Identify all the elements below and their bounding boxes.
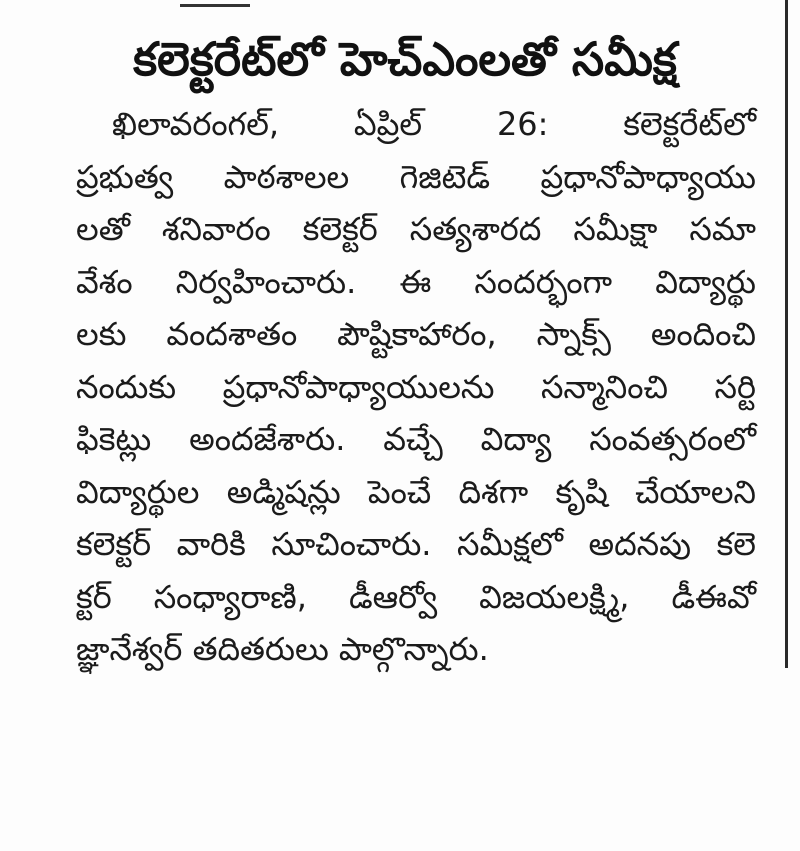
article-line: లతో శనివారం కలెక్టర్ సత్యశారద సమీక్షా సమా <box>76 210 756 248</box>
article-line: ఫికెట్లు అందజేశారు. వచ్చే విద్యా సంవత్సరంలో <box>76 420 756 458</box>
article-line: కలెక్టర్ వారికి సూచించారు. సమీక్షలో అదనపు కలె <box>76 525 756 563</box>
article-line: క్టర్ సంధ్యారాణి, డీఆర్వో విజయలక్ష్మి, డీఈవో <box>76 577 756 616</box>
article-headline: కలెక్టరేట్‌లో హెచ్‌ఎంలతో సమీక్ష <box>133 32 677 86</box>
column-divider <box>785 0 788 668</box>
article-line: ప్రభుత్వ పాఠశాలల గెజిటెడ్ ప్రధానోపాధ్యాయు <box>76 157 756 196</box>
article-line: లకు వందశాతం పౌష్టికాహారం, స్నాక్స్ అందించి <box>76 315 756 353</box>
article-line: వేశం నిర్వహించారు. ఈ సందర్భంగా విద్యార్థు <box>76 262 756 301</box>
clipped-text-fragment <box>70 0 130 10</box>
clipped-previous-text <box>70 0 260 10</box>
article-line: జ్ఞానేశ్వర్ తదితరులు పాల్గొన్నారు. <box>76 630 489 668</box>
clipped-text-fragment <box>180 0 250 7</box>
article-line: ఖిలావరంగల్, ఏప్రిల్ 26: కలెక్టరేట్‌లో <box>112 105 756 143</box>
article-line: నందుకు ప్రధానోపాధ్యాయులను సన్మానించి సర్టి <box>76 367 756 406</box>
article-line: విద్యార్థుల అడ్మిషన్లు పెంచే దిశగా కృషి చేయాలని <box>76 472 756 511</box>
article-body <box>76 98 756 676</box>
